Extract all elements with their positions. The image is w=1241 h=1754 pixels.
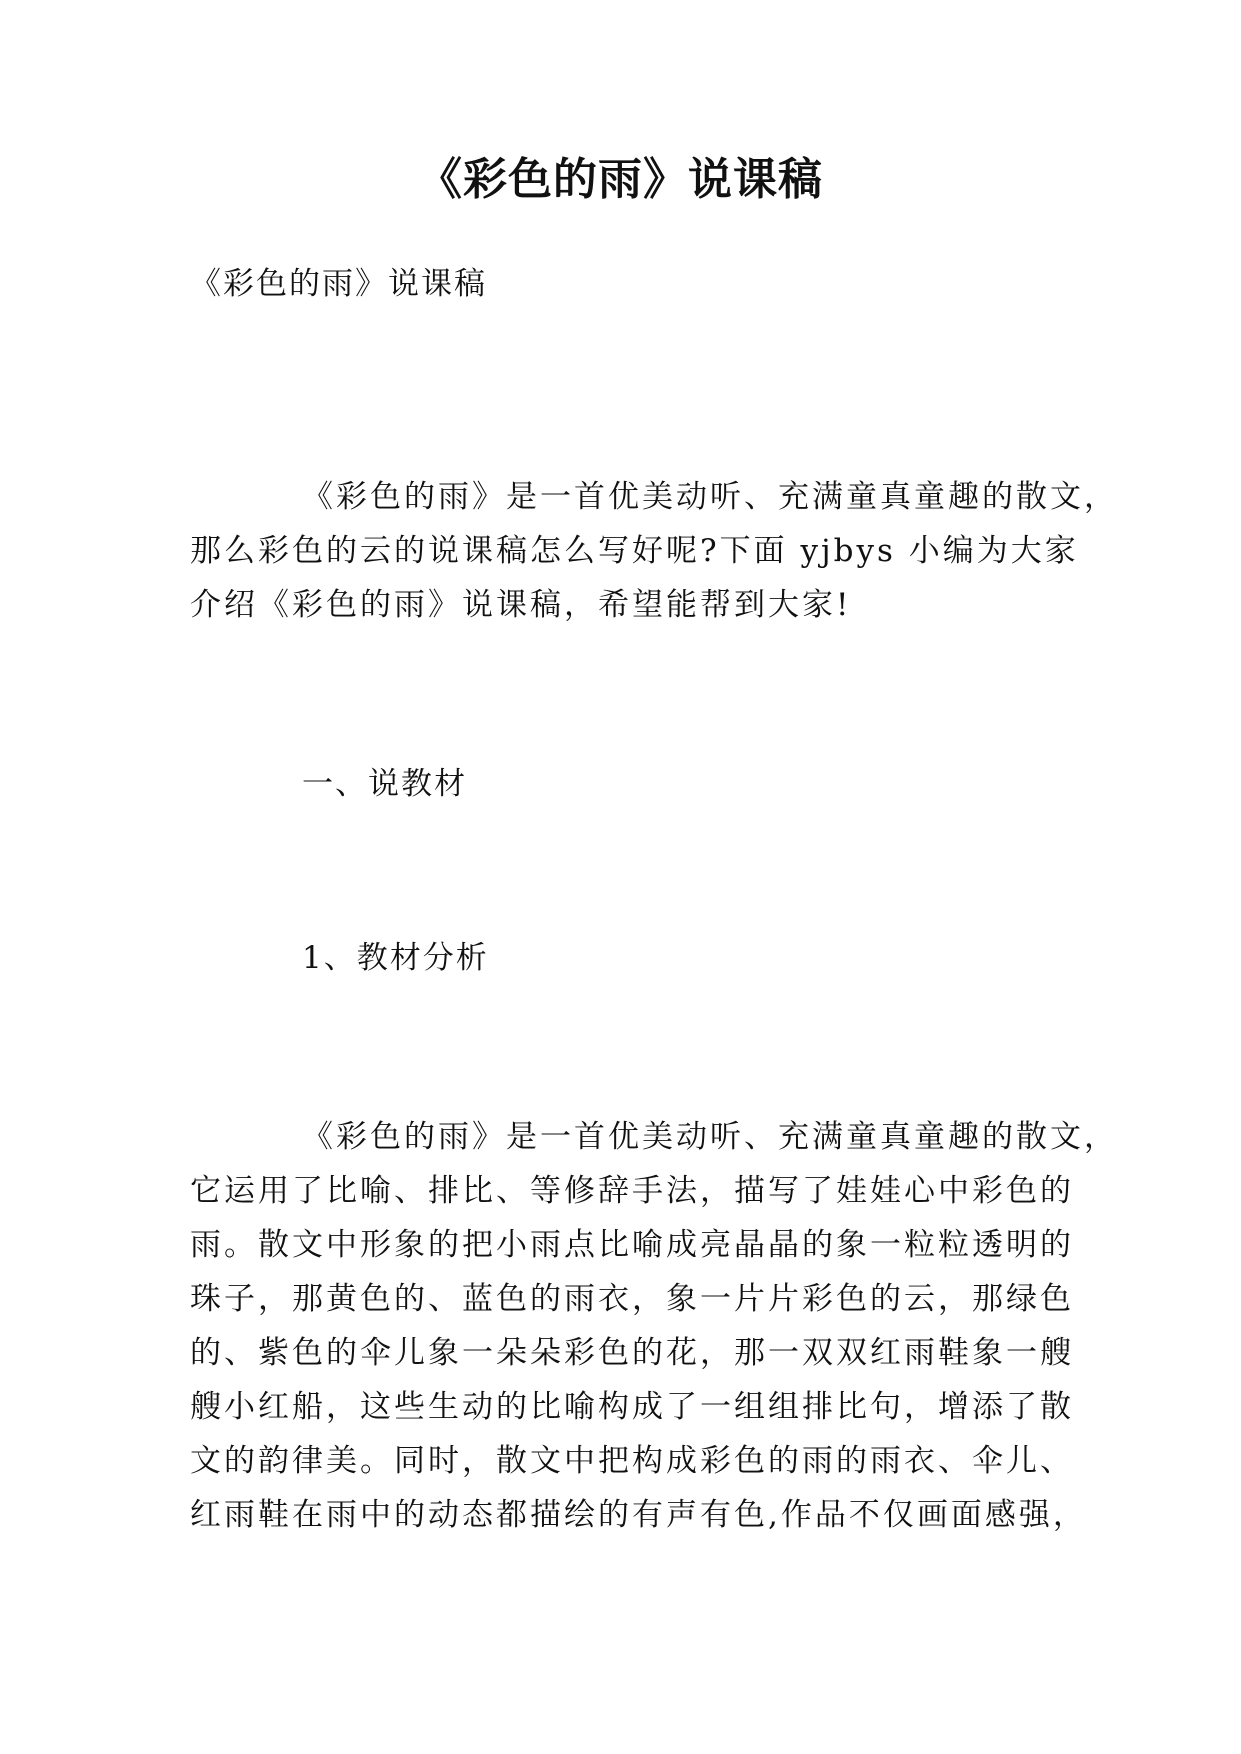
- analysis-line: 它运用了比喻、排比、等修辞手法，描写了娃娃心中彩色的: [190, 1173, 1074, 1209]
- analysis-line: 红雨鞋在雨中的动态都描绘的有声有色,作品不仅画面感强，: [190, 1497, 1087, 1533]
- document-title: 《彩色的雨》说课稿: [418, 154, 823, 205]
- subsection-heading: 1、教材分析: [302, 940, 489, 976]
- analysis-line: 文的韵律美。同时，散文中把构成彩色的雨的雨衣、伞儿、: [190, 1443, 1074, 1479]
- analysis-line: 雨。散文中形象的把小雨点比喻成亮晶晶的象一粒粒透明的: [190, 1227, 1074, 1263]
- intro-line: 《彩色的雨》是一首优美动听、充满童真童趣的散文，: [302, 479, 1118, 515]
- analysis-line: 艘小红船，这些生动的比喻构成了一组组排比句，增添了散: [190, 1389, 1074, 1425]
- intro-line: 介绍《彩色的雨》说课稿，希望能帮到大家!: [190, 587, 852, 623]
- intro-line: 那么彩色的云的说课稿怎么写好呢?下面 yjbys 小编为大家: [190, 533, 1079, 569]
- intro-paragraph: [190, 470, 1118, 632]
- analysis-line: 的、紫色的伞儿象一朵朵彩色的花，那一双双红雨鞋象一艘: [190, 1335, 1074, 1371]
- analysis-line: 《彩色的雨》是一首优美动听、充满童真童趣的散文，: [302, 1119, 1118, 1155]
- section-heading: 一、说教材: [302, 766, 467, 802]
- analysis-line: 珠子，那黄色的、蓝色的雨衣，象一片片彩色的云，那绿色: [190, 1281, 1074, 1317]
- analysis-paragraph: [190, 1110, 1118, 1542]
- document-subtitle: 《彩色的雨》说课稿: [190, 266, 487, 302]
